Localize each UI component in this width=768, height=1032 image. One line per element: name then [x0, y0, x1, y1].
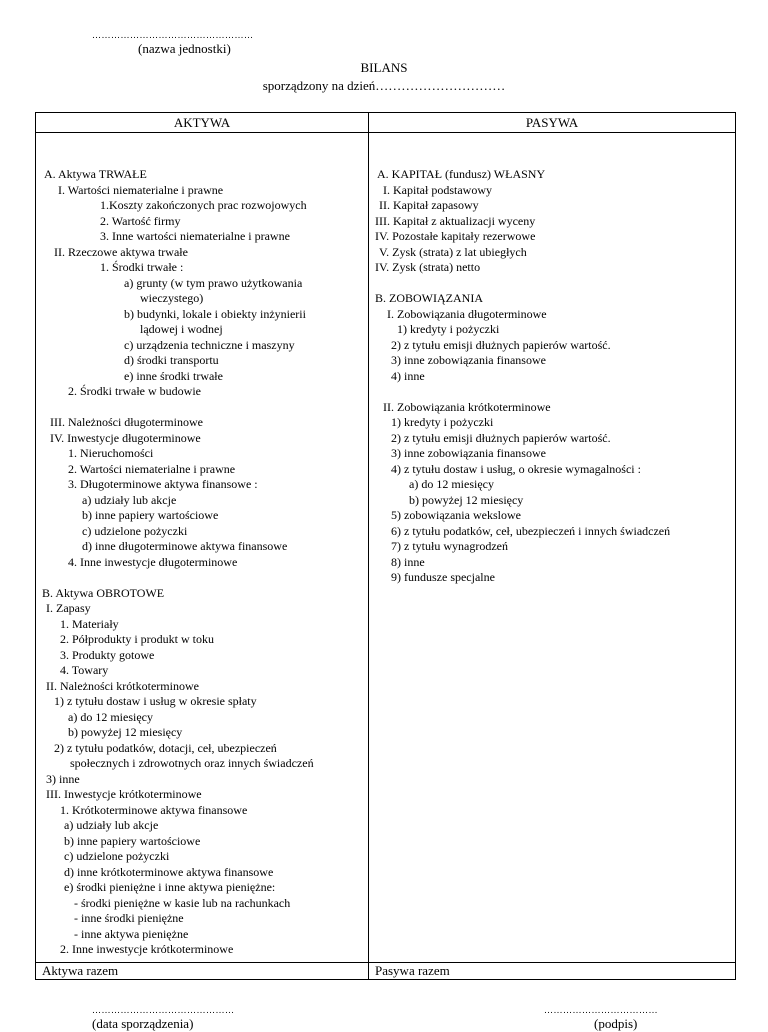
assets-list: [36, 167, 368, 958]
list-item: III. Należności długoterminowe: [50, 415, 203, 429]
liabilities-column: [369, 133, 736, 963]
list-item: 4. Inne inwestycje długoterminowe: [68, 554, 238, 569]
list-item: d) inne krótkoterminowe aktywa finansowe: [64, 864, 274, 879]
document-subtitle: sporządzony na dzień…………………………: [262, 78, 506, 93]
list-item: 2) z tytułu emisji dłużnych papierów wartość.: [391, 337, 611, 352]
list-spacer: [36, 400, 368, 416]
list-item: 2. Inne inwestycje krótkoterminowe: [60, 942, 234, 956]
list-item: c) urządzenia techniczne i maszyny: [124, 337, 295, 352]
list-item: 3) inne zobowiązania finansowe: [391, 446, 546, 460]
list-item: 1. Środki trwałe :: [100, 260, 184, 274]
list-item: IV. Zysk (strata) netto: [375, 260, 481, 274]
list-item: b) powyżej 12 miesięcy: [68, 725, 183, 739]
list-item: 5) zobowiązania wekslowe: [391, 508, 521, 522]
list-item: a) udziały lub akcje: [64, 818, 159, 832]
list-item: II. Rzeczowe aktywa trwałe: [54, 244, 188, 259]
list-spacer: [369, 384, 735, 400]
liabilities-total: Pasywa razem: [369, 963, 736, 980]
list-spacer: [36, 570, 368, 586]
list-item: I. Wartości niematerialne i prawne: [58, 182, 224, 197]
list-item: III. Inwestycje krótkoterminowe: [46, 787, 202, 801]
list-item: a) do 12 miesięcy: [68, 709, 153, 724]
list-item: 4. Towary: [60, 663, 109, 677]
list-item: społecznych i zdrowotnych oraz innych świadczeń: [70, 756, 314, 770]
list-item: b) budynki, lokale i obiekty inżynierii: [124, 306, 306, 321]
list-item: 1. Krótkoterminowe aktywa finansowe: [60, 802, 248, 817]
list-item: 1) kredyty i pożyczki: [397, 322, 500, 336]
list-item: 1) z tytułu dostaw i usług w okresie spłaty: [54, 694, 257, 708]
list-item: 9) fundusze specjalne: [391, 570, 495, 584]
list-item: c) udzielone pożyczki: [82, 523, 188, 538]
list-item: 2. Wartości niematerialne i prawne: [68, 461, 236, 476]
list-item: 1. Nieruchomości: [68, 446, 154, 460]
list-item: 7) z tytułu wynagrodzeń: [391, 539, 508, 553]
list-item: 2. Środki trwałe w budowie: [68, 384, 201, 398]
list-spacer: [369, 276, 735, 292]
assets-total: Aktywa razem: [36, 963, 369, 980]
list-item: c) udzielone pożyczki: [64, 849, 170, 863]
list-item: IV. Pozostałe kapitały rezerwowe: [375, 229, 536, 243]
list-item: 3) inne zobowiązania finansowe: [391, 353, 546, 367]
list-item: b) inne papiery wartościowe: [82, 508, 219, 522]
list-item: lądowej i wodnej: [140, 322, 223, 336]
unit-name-dots: ……………………………………………: [92, 30, 254, 40]
liabilities-list: [369, 167, 735, 586]
list-item: 2. Półprodukty i produkt w toku: [60, 632, 215, 646]
list-item: 2) z tytułu emisji dłużnych papierów wartość.: [391, 430, 611, 445]
list-item: I. Kapitał podstawowy: [383, 182, 492, 197]
list-item: e) inne środki trwałe: [124, 368, 223, 383]
list-item: A. KAPITAŁ (fundusz) WŁASNY: [377, 167, 546, 181]
list-item: 3) inne: [46, 771, 80, 786]
list-item: III. Kapitał z aktualizacji wyceny: [375, 213, 536, 228]
list-item: A. Aktywa TRWAŁE: [44, 167, 147, 181]
list-item: B. ZOBOWIĄZANIA: [375, 291, 483, 305]
document-title: BILANS: [360, 60, 408, 75]
list-item: 3. Inne wartości niematerialne i prawne: [100, 229, 290, 243]
list-item: b) inne papiery wartościowe: [64, 833, 201, 848]
list-item: IV. Inwestycje długoterminowe: [50, 430, 201, 445]
list-item: - inne aktywa pieniężne: [74, 926, 189, 941]
assets-column: [36, 133, 369, 963]
list-item: a) do 12 miesięcy: [409, 477, 494, 491]
list-item: B. Aktywa OBROTOWE: [42, 585, 165, 600]
balance-table: [35, 112, 736, 980]
list-item: I. Zapasy: [46, 601, 91, 615]
liabilities-header: PASYWA: [369, 113, 736, 133]
list-item: 3. Produkty gotowe: [60, 647, 155, 662]
list-item: a) udziały lub akcje: [82, 492, 177, 507]
date-label: (data sporządzenia): [92, 1016, 194, 1031]
assets-header: AKTYWA: [36, 113, 369, 133]
list-item: 4) inne: [391, 368, 425, 383]
signature-dots: ………………………………: [544, 1005, 658, 1015]
list-item: 1. Materiały: [60, 616, 119, 631]
signature-label: (podpis): [594, 1016, 638, 1031]
list-item: - inne środki pieniężne: [74, 911, 184, 925]
list-item: wieczystego): [140, 291, 204, 305]
date-dots: ………………………………………: [92, 1005, 235, 1015]
list-item: II. Kapitał zapasowy: [379, 198, 479, 212]
list-item: II. Należności krótkoterminowe: [46, 678, 199, 693]
list-item: 2. Wartość firmy: [100, 213, 181, 228]
list-item: d) inne długoterminowe aktywa finansowe: [82, 539, 288, 553]
list-item: V. Zysk (strata) z lat ubiegłych: [379, 244, 527, 259]
list-item: 3. Długoterminowe aktywa finansowe :: [68, 477, 258, 491]
list-item: 8) inne: [391, 554, 425, 569]
list-item: d) środki transportu: [124, 353, 219, 367]
list-item: b) powyżej 12 miesięcy: [409, 492, 524, 507]
list-item: - środki pieniężne w kasie lub na rachunkach: [74, 895, 291, 910]
list-item: I. Zobowiązania długoterminowe: [387, 306, 547, 321]
list-item: II. Zobowiązania krótkoterminowe: [383, 399, 551, 414]
list-item: 4) z tytułu dostaw i usług, o okresie wymagalności :: [391, 461, 641, 476]
list-item: 1.Koszty zakończonych prac rozwojowych: [100, 198, 307, 212]
list-item: 1) kredyty i pożyczki: [391, 415, 494, 429]
list-item: 2) z tytułu podatków, dotacji, ceł, ubezpieczeń: [54, 740, 277, 755]
list-item: 6) z tytułu podatków, ceł, ubezpieczeń i innych świadczeń: [391, 523, 671, 538]
unit-name-label: (nazwa jednostki): [138, 41, 231, 56]
list-item: e) środki pieniężne i inne aktywa pieniężne:: [64, 880, 276, 894]
list-item: a) grunty (w tym prawo użytkowania: [124, 275, 303, 290]
